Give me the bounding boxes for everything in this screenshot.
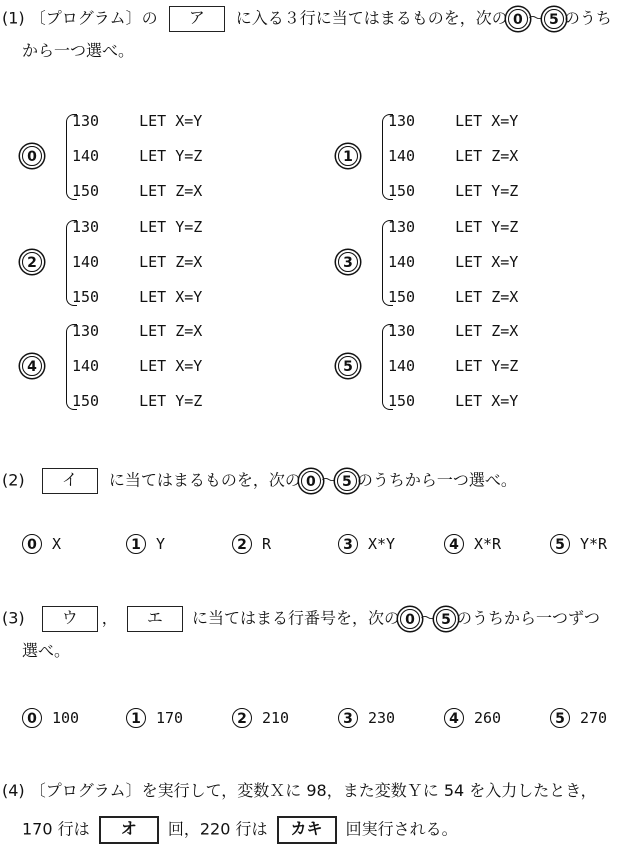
- q4-line1: [2, 780, 597, 802]
- statement: LET X=Y: [139, 357, 203, 375]
- choice-icon-1[interactable]: 1: [126, 708, 146, 728]
- statement: LET Y=Z: [139, 147, 203, 165]
- choice-icon-3[interactable]: 3: [338, 534, 358, 554]
- q1-line2: から一つ選べ。: [22, 41, 135, 60]
- choice-icon-1[interactable]: 1: [126, 534, 146, 554]
- statement: LET Y=Z: [455, 182, 519, 200]
- q1-tilde: 〜: [527, 8, 544, 28]
- choice-icon-4[interactable]: 4: [444, 534, 464, 554]
- choice-icon-5[interactable]: 5: [338, 356, 358, 376]
- q2-line1: [2, 468, 517, 494]
- statement: LET Z=X: [455, 322, 519, 340]
- code-line: [388, 182, 518, 200]
- code-line: [72, 392, 202, 410]
- code-line: [388, 288, 518, 306]
- answer-box-kaki[interactable]: カキ: [277, 816, 337, 844]
- line-number: 130: [388, 218, 416, 236]
- choice-icon-start: 0: [508, 9, 528, 29]
- code-line: [388, 392, 518, 410]
- choice-value: 170: [156, 709, 184, 727]
- line-number: 150: [388, 288, 416, 306]
- line-number: 150: [388, 182, 416, 200]
- q2-text-after: に当てはまるものを，次の: [108, 470, 301, 490]
- statement: LET Z=X: [139, 253, 203, 271]
- choice-value: 260: [474, 709, 502, 727]
- choice-value: Y: [156, 535, 166, 553]
- choice-value: 230: [368, 709, 396, 727]
- line-number: 150: [72, 288, 100, 306]
- code-line: [72, 147, 202, 165]
- statement: LET X=Y: [139, 288, 203, 306]
- answer-box-o[interactable]: オ: [99, 816, 159, 844]
- choice-icon-3[interactable]: 3: [338, 252, 358, 272]
- statement: LET Y=Z: [139, 392, 203, 410]
- q2-tilde: 〜: [320, 470, 337, 490]
- statement: LET Z=X: [139, 322, 203, 340]
- q3-prefix: (3): [2, 608, 25, 628]
- line-number: 130: [72, 218, 100, 236]
- choice-icon-2[interactable]: 2: [232, 708, 252, 728]
- choice-value: 270: [580, 709, 608, 727]
- code-line: [388, 112, 518, 130]
- q1-text-end: のうち: [563, 8, 612, 28]
- choice-icon-start: 0: [301, 471, 321, 491]
- choice-icon-end: 5: [436, 609, 456, 629]
- statement: LET X=Y: [455, 392, 519, 410]
- choice-icon-5[interactable]: 5: [550, 708, 570, 728]
- q4-text: 〔プログラム〕を実行して，変数Ｘに 98，また変数Ｙに 54 を入力したとき，: [29, 781, 597, 800]
- code-line: [388, 357, 518, 375]
- q2-text-end: のうちから一つ選べ。: [356, 470, 517, 490]
- line-number: 150: [72, 182, 100, 200]
- choice-icon-3[interactable]: 3: [338, 708, 358, 728]
- code-line: [72, 182, 202, 200]
- code-line: [72, 357, 202, 375]
- choice-icon-5[interactable]: 5: [550, 534, 570, 554]
- choice-icon-0[interactable]: 0: [22, 146, 42, 166]
- q3-line1: [2, 606, 600, 632]
- q4-line2: [22, 816, 458, 844]
- line-number: 140: [388, 357, 416, 375]
- choice-value: X: [52, 535, 62, 553]
- q4-text-c: 回実行される。: [345, 819, 458, 839]
- code-line: [388, 147, 518, 165]
- code-line: [72, 112, 202, 130]
- choice-icon-2[interactable]: 2: [232, 534, 252, 554]
- q3-tilde: 〜: [419, 608, 436, 628]
- choice-icon-4[interactable]: 4: [444, 708, 464, 728]
- choice-value: Y*R: [580, 535, 608, 553]
- code-line: [72, 322, 202, 340]
- q4-text-b: 回，220 行は: [167, 819, 268, 839]
- q4-prefix: (4): [2, 781, 25, 800]
- code-line: [72, 253, 202, 271]
- choice-value: X*R: [474, 535, 502, 553]
- line-number: 140: [388, 253, 416, 271]
- choice-icon-2[interactable]: 2: [22, 252, 42, 272]
- line-number: 140: [72, 147, 100, 165]
- choice-icon-end: 5: [337, 471, 357, 491]
- choice-value: X*Y: [368, 535, 396, 553]
- line-number: 130: [388, 322, 416, 340]
- line-number: 130: [388, 112, 416, 130]
- q3-line2: 選べ。: [22, 641, 71, 660]
- statement: LET Z=X: [139, 182, 203, 200]
- choice-icon-0[interactable]: 0: [22, 708, 42, 728]
- line-number: 140: [72, 253, 100, 271]
- q2-prefix: (2): [2, 470, 25, 490]
- line-number: 140: [72, 357, 100, 375]
- statement: LET Z=X: [455, 147, 519, 165]
- line-number: 130: [72, 112, 100, 130]
- q1-prefix: (1): [2, 8, 25, 28]
- line-number: 150: [72, 392, 100, 410]
- line-number: 150: [388, 392, 416, 410]
- line-number: 130: [72, 322, 100, 340]
- statement: LET Y=Z: [455, 218, 519, 236]
- answer-box-a[interactable]: ア: [169, 6, 225, 32]
- choice-icon-1[interactable]: 1: [338, 146, 358, 166]
- choice-icon-start: 0: [400, 609, 420, 629]
- choice-icon-4[interactable]: 4: [22, 356, 42, 376]
- choice-icon-end: 5: [544, 9, 564, 29]
- q3-text-after: に当てはまる行番号を，次の: [191, 608, 400, 628]
- code-line: [388, 322, 518, 340]
- statement: LET X=Y: [455, 253, 519, 271]
- choice-value: R: [262, 535, 272, 553]
- statement: LET X=Y: [139, 112, 203, 130]
- line-number: 140: [388, 147, 416, 165]
- q3-text-end: のうちから一つずつ: [456, 608, 601, 628]
- q4-text-a: 170 行は: [22, 819, 90, 839]
- q1-text-before: 〔プログラム〕の: [29, 8, 158, 28]
- statement: LET Y=Z: [455, 357, 519, 375]
- q3-comma: ，: [101, 608, 118, 628]
- choice-value: 100: [52, 709, 80, 727]
- code-line: [72, 288, 202, 306]
- answer-box-i[interactable]: イ: [42, 468, 98, 494]
- code-line: [388, 253, 518, 271]
- q1-text-after: に入る３行に当てはまるものを，次の: [235, 8, 508, 28]
- statement: LET X=Y: [455, 112, 519, 130]
- answer-box-u[interactable]: ウ: [42, 606, 98, 632]
- statement: LET Y=Z: [139, 218, 203, 236]
- choice-value: 210: [262, 709, 290, 727]
- q1-line1: [2, 6, 612, 32]
- choice-icon-0[interactable]: 0: [22, 534, 42, 554]
- code-line: [388, 218, 518, 236]
- statement: LET Z=X: [455, 288, 519, 306]
- answer-box-e[interactable]: エ: [127, 606, 183, 632]
- code-line: [72, 218, 202, 236]
